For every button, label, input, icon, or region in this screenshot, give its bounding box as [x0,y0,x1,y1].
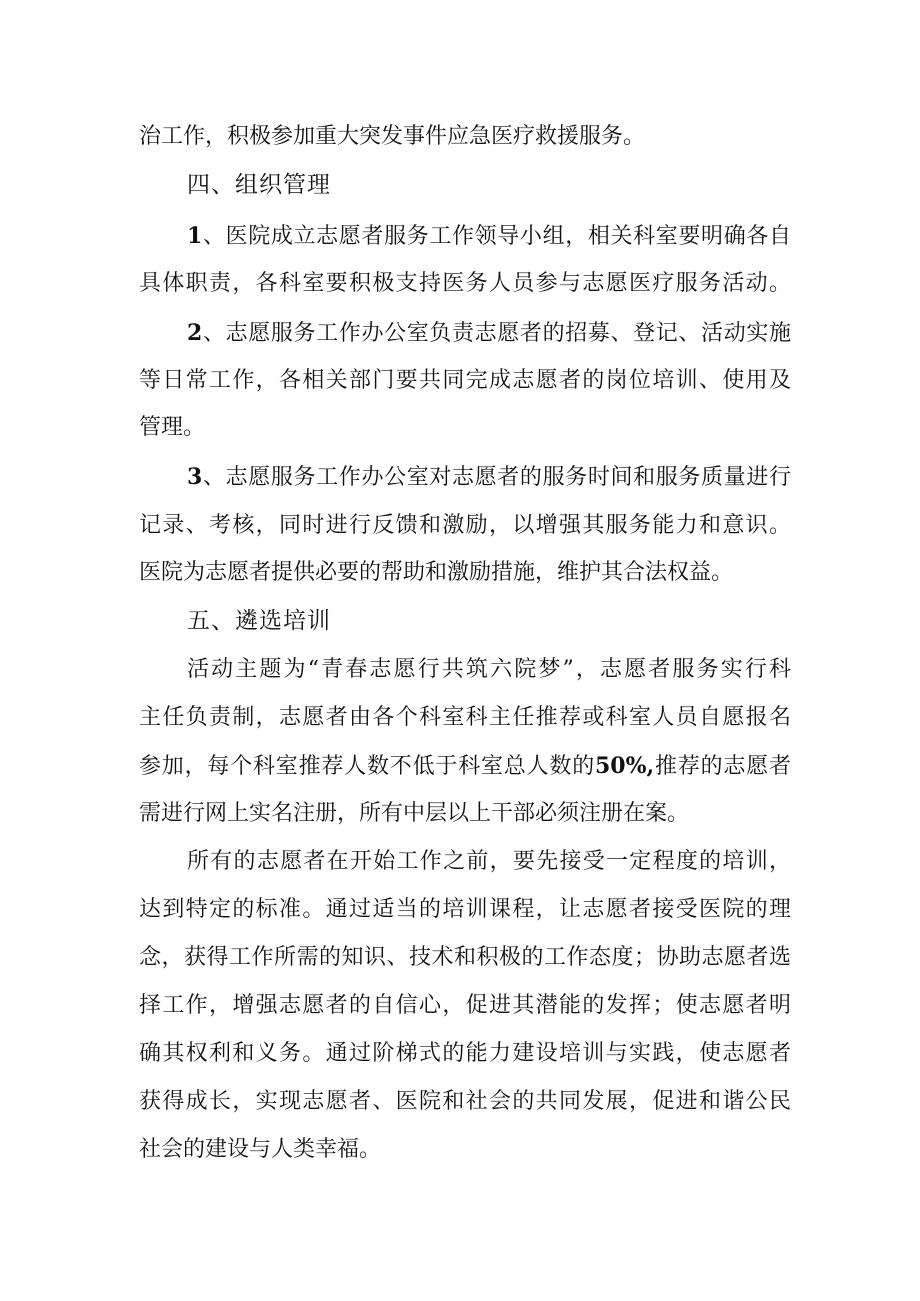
paragraph-line [139,113,791,161]
line-text: 具体职责，各科室要积极支持医务人员参与志愿医疗服务活动。 [139,271,791,296]
heading-text: 四、组织管理 [187,172,331,198]
item-number: 3 [187,464,203,490]
line-text: 管理。 [139,415,206,440]
line-text: 需进行网上实名注册，所有中层以上干部必须注册在案。 [139,801,690,826]
line-text: 念，获得工作所需的知识、技术和积极的工作态度；协助志愿者选 [139,945,791,970]
section-heading-organization [187,161,587,209]
line-text: 医院为志愿者提供必要的帮助和激励措施，维护其合法权益。 [139,560,734,585]
paragraph-line [139,1126,791,1174]
line-text: 治工作，积极参加重大突发事件应急医疗救援服务。 [139,124,646,149]
item-3-line-2 [139,502,791,550]
line-text: 达到特定的标准。通过适当的培训课程，让志愿者接受医院的理 [139,897,791,922]
item-3-line-3 [139,549,791,597]
line-text: 推荐的志愿者 [654,754,791,779]
paragraph-line [139,982,791,1030]
item-number: 2 [187,320,203,346]
line-text: 获得成长，实现志愿者、医院和社会的共同发展，促进和谐公民 [139,1089,791,1114]
line-text: 参加，每个科室推荐人数不低于科室总人数的 [139,754,595,779]
line-text: 确其权利和义务。通过阶梯式的能力建设培训与实践，使志愿者 [139,1041,791,1066]
item-2-line-2 [139,357,791,405]
item-3-line-1 [187,453,791,501]
percentage-value: 50%, [595,753,655,779]
paragraph-line [139,742,791,790]
item-1-line-1 [187,212,791,260]
line-text: 所有的志愿者在开始工作之前，要先接受一定程度的培训， [187,849,791,874]
line-text: 、志愿服务工作办公室负责志愿者的招募、登记、活动实施 [202,321,791,346]
line-text: 等日常工作，各相关部门要共同完成志愿者的岗位培训、使用及 [139,368,791,393]
heading-text: 五、遴选培训 [187,608,331,634]
paragraph-line [139,886,791,934]
paragraph-line [139,790,791,838]
line-text: 活动主题为“青春志愿行共筑六院梦”，志愿者服务实行科 [187,657,791,682]
item-2-line-1 [187,309,791,357]
line-text: 社会的建设与人类幸福。 [139,1137,382,1162]
item-number: 1 [187,223,203,249]
paragraph-line [139,1078,791,1126]
line-text: 择工作，增强志愿者的自信心，促进其潜能的发挥；使志愿者明 [139,993,791,1018]
paragraph-line [139,694,791,742]
line-text: 、医院成立志愿者服务工作领导小组，相关科室要明确各自 [202,224,791,249]
paragraph-line [187,838,791,886]
line-text: 记录、考核，同时进行反馈和激励，以增强其服务能力和意识。 [139,513,791,538]
item-1-line-2 [139,260,791,308]
paragraph-line [139,934,791,982]
paragraph-line [139,1030,791,1078]
paragraph-line [187,646,791,694]
line-text: 主任负责制，志愿者由各个科室科主任推荐或科室人员自愿报名 [139,705,791,730]
line-text: 、志愿服务工作办公室对志愿者的服务时间和服务质量进行 [202,465,791,490]
section-heading-selection-training [187,597,587,645]
item-2-line-3 [139,404,791,452]
